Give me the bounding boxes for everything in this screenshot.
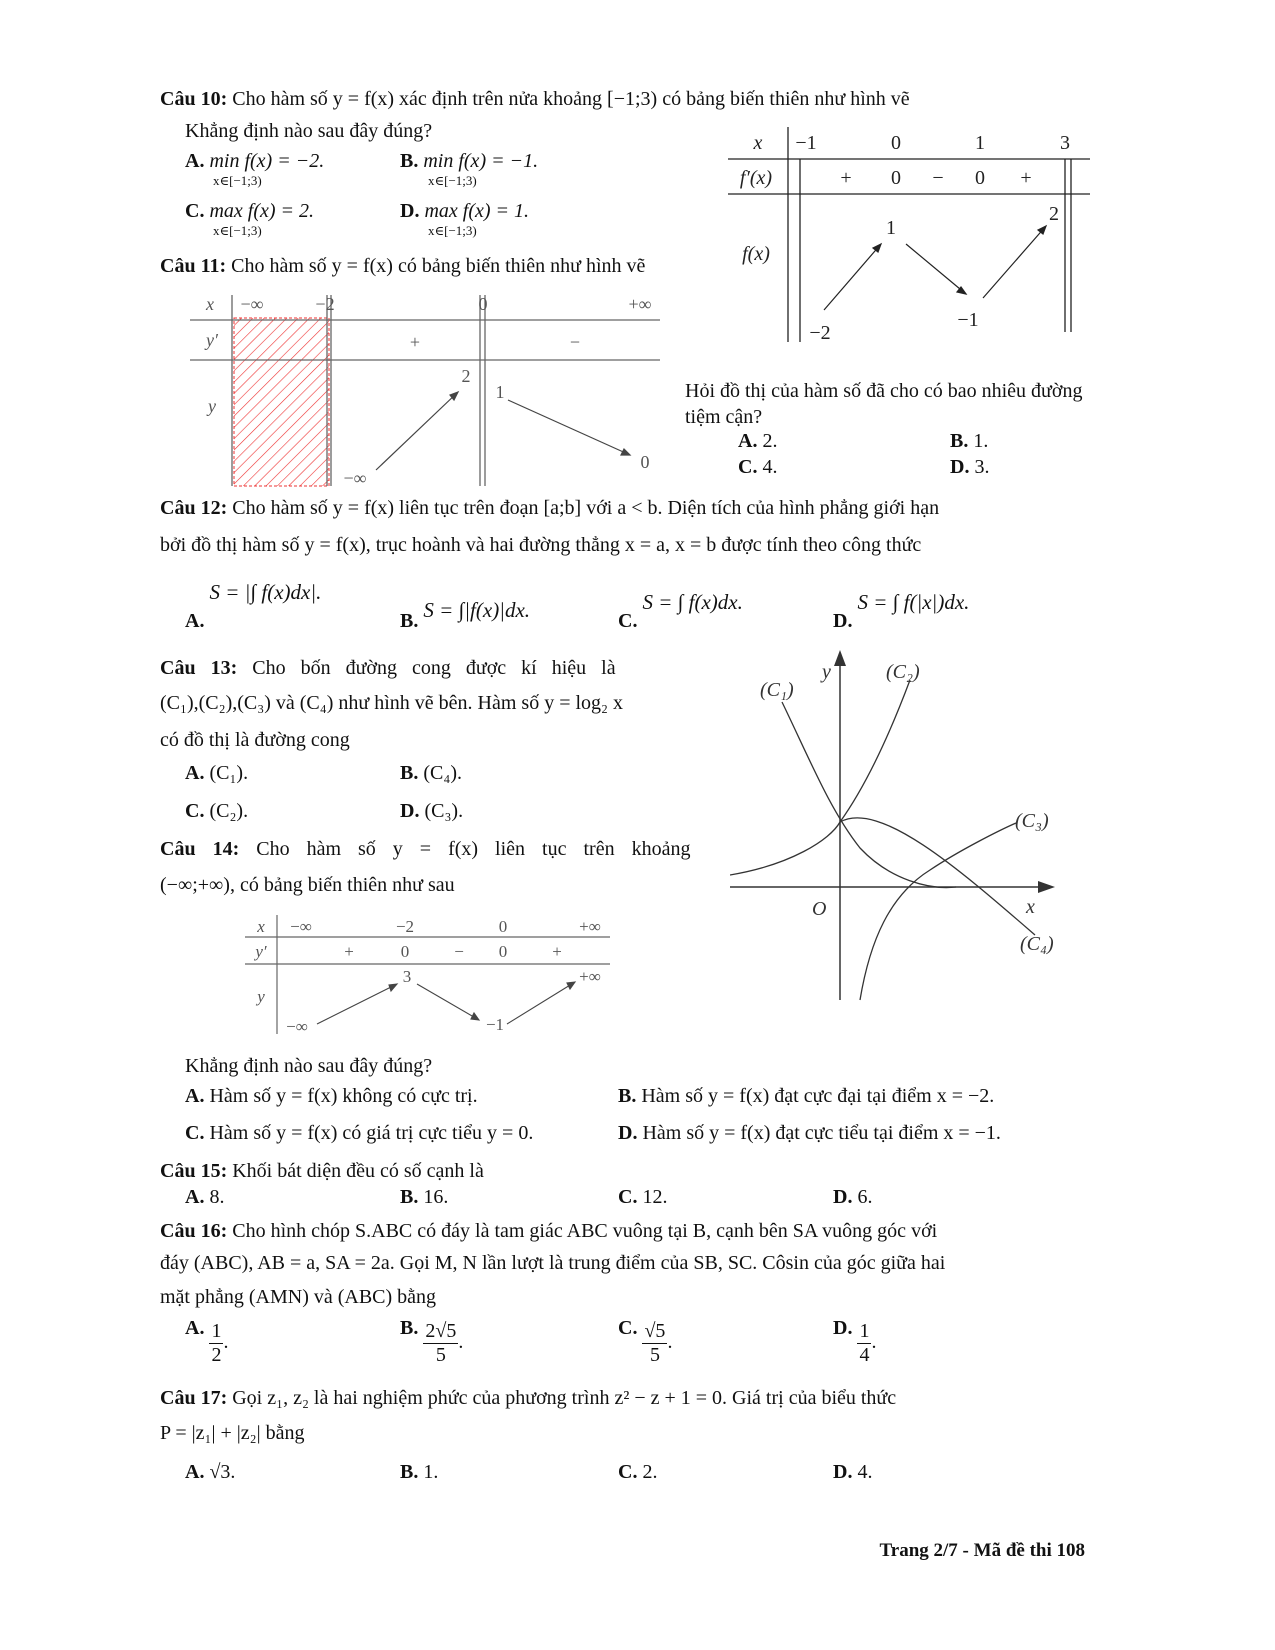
page-footer: Trang 2/7 - Mã đề thi 108 xyxy=(879,1540,1085,1561)
q14-yprime-label: y′ xyxy=(255,942,267,961)
q13-line1: Câu 13: Cho bốn đường cong được kí hiệu là xyxy=(160,657,616,679)
q13-line3: có đồ thị là đường cong xyxy=(160,729,350,751)
q16-line2: đáy (ABC), AB = a, SA = 2a. Gọi M, N lần lượt là trung điểm của SB, SC. Côsin của góc giữa hai xyxy=(160,1252,946,1274)
q14-line2: (−∞;+∞), có bảng biến thiên như sau xyxy=(160,874,455,896)
graph-c1-label: (C₁) xyxy=(760,679,794,701)
q13-option-c[interactable]: C. (C₂). xyxy=(185,800,249,822)
q10-x-label: x xyxy=(753,132,763,154)
q14-sign: + xyxy=(344,942,354,961)
q11-x-val: 0 xyxy=(478,294,488,314)
q16-line3: mặt phẳng (AMN) và (ABC) bằng xyxy=(160,1286,437,1308)
c1-curve xyxy=(782,702,956,888)
q13-label: Câu 13: xyxy=(160,657,238,679)
q10-f-val: −2 xyxy=(809,322,831,344)
q16-option-b[interactable]: B. $\frac{2√5}{5}$ . xyxy=(400,1317,464,1366)
graph-c4-label: (C₄) xyxy=(1020,933,1054,955)
q15-label: Câu 15: xyxy=(160,1160,228,1182)
q14-sign: 0 xyxy=(400,942,410,961)
q15-option-b[interactable]: B. 16. xyxy=(400,1186,449,1208)
q11-variation-table xyxy=(190,290,660,488)
q10-label: Câu 10: xyxy=(160,88,228,110)
q14-x-val: −2 xyxy=(395,917,415,936)
graph-y-label: y xyxy=(822,661,831,683)
q17-option-b[interactable]: B. 1. xyxy=(400,1461,439,1483)
q10-option-b[interactable]: B. min f(x) = −1. x∈[−1;3) xyxy=(400,150,539,188)
q15-option-d[interactable]: D. 6. xyxy=(833,1186,873,1208)
q14-variation-table xyxy=(245,912,610,1037)
q16-line1: Câu 16: Cho hình chóp S.ABC có đáy là tam giác ABC vuông tại B, cạnh bên SA vuông góc với xyxy=(160,1220,938,1242)
q11-text: Cho hàm số y = f(x) có bảng biến thiên như hình vẽ xyxy=(231,255,646,277)
q14-option-a[interactable]: A. Hàm số y = f(x) không có cực trị. xyxy=(185,1085,478,1107)
q12-option-b[interactable]: B. S = ∫|f(x)|dx. xyxy=(400,598,531,632)
q17-line2: P = |z₁| + |z₂| bằng xyxy=(160,1422,305,1444)
q11-arrow-down xyxy=(508,400,630,455)
q14-x-val: +∞ xyxy=(579,917,601,936)
q12-line2: bởi đồ thị hàm số y = f(x), trục hoành và hai đường thẳng x = a, x = b được tính theo công thức xyxy=(160,534,922,556)
q11-option-b[interactable]: B. 1. xyxy=(950,430,989,452)
q14-arrow-up xyxy=(317,984,397,1024)
q10-option-a[interactable]: A. min f(x) = −2. x∈[−1;3) xyxy=(185,150,325,188)
q11-stem xyxy=(160,255,645,278)
q13-option-d[interactable]: D. (C₃). xyxy=(400,800,464,822)
q11-question: Hỏi đồ thị của hàm số đã cho có bao nhiêu đường tiệm cận? xyxy=(685,380,1083,428)
q11-sign: + xyxy=(409,332,421,352)
q16-option-a[interactable]: A. $\frac{1}{2}$ . xyxy=(185,1317,229,1366)
graph-c2-label: (C₂) xyxy=(886,661,920,683)
q10-f-label: f(x) xyxy=(742,243,770,265)
q11-yprime-label: y′ xyxy=(206,330,218,350)
q10-option-c[interactable]: C. max f(x) = 2. x∈[−1;3) xyxy=(185,200,315,238)
q17-option-c[interactable]: C. 2. xyxy=(618,1461,658,1483)
q11-arrow-up xyxy=(376,392,458,470)
q11-option-c[interactable]: C. 4. xyxy=(738,456,778,478)
q17-line1: Câu 17: Gọi z₁, z₂ là hai nghiệm phức của phương trình z² − z + 1 = 0. Giá trị của biểu thức xyxy=(160,1387,897,1409)
q13-option-a[interactable]: A. (C₁). xyxy=(185,762,249,784)
q10-arrow-up xyxy=(824,244,881,310)
q14-label: Câu 14: xyxy=(160,838,240,860)
q12-option-c[interactable]: C. S = ∫ f(x)dx. xyxy=(618,590,743,632)
q14-option-b[interactable]: B. Hàm số y = f(x) đạt cực đại tại điểm x = −2. xyxy=(618,1085,995,1107)
q12-line1: Câu 12: Cho hàm số y = f(x) liên tục trên đoạn [a;b] với a < b. Diện tích của hình phẳng giới hạn xyxy=(160,497,940,519)
q10-sign: + xyxy=(1020,167,1032,189)
q10-sign: + xyxy=(840,167,852,189)
q15-stem: Câu 15: Khối bát diện đều có số cạnh là xyxy=(160,1160,484,1182)
q16-label: Câu 16: xyxy=(160,1220,228,1242)
q10-stem xyxy=(160,88,910,111)
q14-line1: Câu 14: Cho hàm số y = f(x) liên tục trên khoảng xyxy=(160,838,691,860)
q14-x-val: 0 xyxy=(498,917,508,936)
q11-y-val: −∞ xyxy=(343,468,367,488)
q13-line2: (C₁),(C₂),(C₃) và (C₄) như hình vẽ bên. Hàm số y = log₂ x xyxy=(160,692,624,714)
q17-option-d[interactable]: D. 4. xyxy=(833,1461,873,1483)
q16-option-c[interactable]: C. $\frac{√5}{5}$ . xyxy=(618,1317,673,1366)
q10-f-val: 2 xyxy=(1049,203,1059,225)
q16-option-d[interactable]: D. $\frac{1}{4}$ . xyxy=(833,1317,877,1366)
q10-x-val: 0 xyxy=(891,132,901,154)
q11-x-val: −2 xyxy=(315,294,335,314)
q10-text: Cho hàm số y = f(x) xác định trên nửa khoảng [−1;3) có bảng biến thiên như hình vẽ xyxy=(232,88,910,110)
q10-arrow-down xyxy=(906,244,966,294)
q14-y-val: −∞ xyxy=(286,1017,308,1036)
q10-variation-table xyxy=(728,122,1090,347)
q14-y-label: y xyxy=(257,987,265,1006)
q14-sign: 0 xyxy=(498,942,508,961)
q14-sign: − xyxy=(454,942,464,961)
graph-origin: O xyxy=(812,898,827,920)
q17-option-a[interactable]: A. √3. xyxy=(185,1461,236,1483)
q11-label: Câu 11: xyxy=(160,255,227,277)
q13-option-b[interactable]: B. (C₄). xyxy=(400,762,462,784)
q11-y-val: 2 xyxy=(461,366,471,386)
q10-x-val: 1 xyxy=(975,132,985,154)
q17-label: Câu 17: xyxy=(160,1387,228,1409)
q10-f-val: 1 xyxy=(886,217,896,239)
q10-question: Khẳng định nào sau đây đúng? xyxy=(185,120,433,142)
q11-x-val: +∞ xyxy=(628,294,652,314)
q10-sign: − xyxy=(932,167,944,189)
q14-y-val: 3 xyxy=(402,967,412,986)
q14-sign: + xyxy=(552,942,562,961)
q13-graph xyxy=(730,650,1070,1005)
q11-x-label: x xyxy=(206,294,214,314)
q14-x-label: x xyxy=(257,917,265,936)
q10-sign: 0 xyxy=(975,167,985,189)
c3-curve xyxy=(860,823,1016,1000)
q10-f-val: −1 xyxy=(957,309,979,331)
q11-y-val: 0 xyxy=(640,452,650,472)
q11-y-label: y xyxy=(208,396,216,416)
q15-option-a[interactable]: A. 8. xyxy=(185,1186,225,1208)
q10-x-val: −1 xyxy=(795,132,817,154)
q10-x-val: 3 xyxy=(1060,132,1070,154)
q14-option-c[interactable]: C. Hàm số y = f(x) có giá trị cực tiểu y = 0. xyxy=(185,1122,534,1144)
q12-option-d[interactable]: D. S = ∫ f(|x|)dx. xyxy=(833,590,970,632)
q10-option-d[interactable]: D. max f(x) = 1. x∈[−1;3) xyxy=(400,200,530,238)
q14-x-val: −∞ xyxy=(290,917,312,936)
q11-sign: − xyxy=(569,332,581,352)
q14-y-val: +∞ xyxy=(579,967,601,986)
q14-option-d[interactable]: D. Hàm số y = f(x) đạt cực tiểu tại điểm x = −1. xyxy=(618,1122,1001,1144)
q14-y-val: −1 xyxy=(485,1015,505,1034)
q11-option-a[interactable]: A. 2. xyxy=(738,430,778,452)
q10-arrow-up xyxy=(983,226,1046,298)
q12-label: Câu 12: xyxy=(160,497,228,519)
q11-option-d[interactable]: D. 3. xyxy=(950,456,990,478)
graph-x-label: x xyxy=(1026,896,1035,918)
q14-question: Khẳng định nào sau đây đúng? xyxy=(185,1055,433,1077)
q11-x-val: −∞ xyxy=(240,294,264,314)
q12-option-a[interactable]: A. S = |∫ f(x)dx|. xyxy=(185,580,322,632)
q15-option-c[interactable]: C. 12. xyxy=(618,1186,668,1208)
q14-arrow-up xyxy=(507,982,575,1024)
q14-arrow-down xyxy=(417,984,479,1020)
q10-sign: 0 xyxy=(891,167,901,189)
c4-curve xyxy=(840,818,1035,935)
q10-fprime-label: f′(x) xyxy=(739,167,773,189)
graph-c3-label: (C₃) xyxy=(1015,810,1049,832)
c2-curve xyxy=(730,680,910,875)
q11-y-val: 1 xyxy=(495,382,505,402)
